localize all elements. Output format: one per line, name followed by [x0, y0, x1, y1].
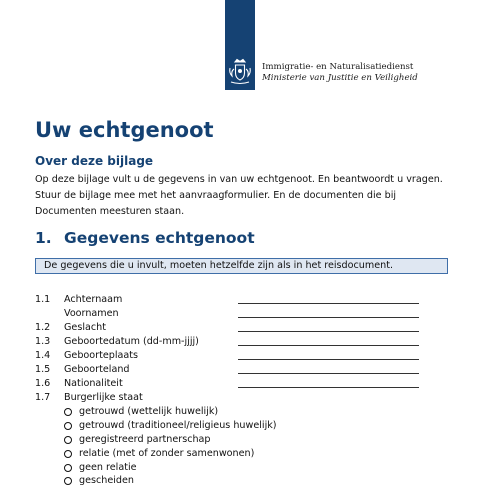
radio-label: getrouwd (traditioneel/religieus huwelijk)	[79, 420, 277, 431]
field-number: 1.4	[35, 350, 51, 361]
field-number: 1.2	[35, 322, 51, 333]
info-notice: De gegevens die u invult, moeten hetzelfde zijn als in het reisdocument.	[35, 258, 448, 274]
radio-circle-icon[interactable]	[64, 422, 72, 430]
geslacht-input-line[interactable]	[238, 331, 419, 332]
achternaam-input-line[interactable]	[238, 303, 419, 304]
geboorteplaats-input-line[interactable]	[238, 359, 419, 360]
org-name-line: Immigratie- en Naturalisatiedienst	[262, 62, 414, 72]
about-heading: Over deze bijlage	[35, 154, 154, 168]
radio-circle-icon[interactable]	[64, 436, 72, 444]
radio-label: geregistreerd partnerschap	[79, 434, 211, 445]
field-label: Burgerlijke staat	[64, 392, 143, 403]
field-label: Geslacht	[64, 322, 106, 333]
field-number: 1.6	[35, 378, 51, 389]
field-label: Nationaliteit	[64, 378, 123, 389]
nationaliteit-input-line[interactable]	[238, 387, 419, 388]
radio-circle-icon[interactable]	[64, 464, 72, 472]
field-number: 1.7	[35, 392, 51, 403]
section-heading	[35, 229, 255, 247]
geboorteland-input-line[interactable]	[238, 373, 419, 374]
radio-circle-icon[interactable]	[64, 477, 72, 485]
geboortedatum-input-line[interactable]	[238, 345, 419, 346]
about-text: Op deze bijlage vult u de gegevens in van uw echtgenoot. En beantwoordt u vragen. Stuur de bijlage mee met het aanvraagformulier. En de documenten die bij Documenten meesturen staan.	[35, 174, 443, 217]
ministry-name-line: Ministerie van Justitie en Veiligheid	[262, 73, 418, 83]
radio-label: getrouwd (wettelijk huwelijk)	[79, 406, 219, 417]
field-label: Geboorteplaats	[64, 350, 139, 361]
radio-circle-icon[interactable]	[64, 408, 72, 416]
field-label: Voornamen	[64, 308, 119, 319]
section-title: Gegevens echtgenoot	[64, 229, 255, 247]
voornamen-input-line[interactable]	[238, 317, 419, 318]
section-number: 1.	[35, 229, 52, 247]
field-number: 1.1	[35, 294, 51, 305]
field-label: Geboorteland	[64, 364, 130, 375]
page-title: Uw echtgenoot	[35, 118, 214, 142]
crest-icon	[228, 58, 252, 86]
radio-label: relatie (met of zonder samenwonen)	[79, 448, 255, 459]
field-label: Achternaam	[64, 294, 123, 305]
government-logo-bar	[225, 0, 255, 90]
radio-label: gescheiden	[79, 475, 134, 486]
organization-name	[262, 62, 418, 84]
field-number: 1.3	[35, 336, 51, 347]
field-label: Geboortedatum (dd-mm-jjjj)	[64, 336, 199, 347]
field-number: 1.5	[35, 364, 51, 375]
radio-label: geen relatie	[79, 462, 137, 473]
radio-circle-icon[interactable]	[64, 450, 72, 458]
